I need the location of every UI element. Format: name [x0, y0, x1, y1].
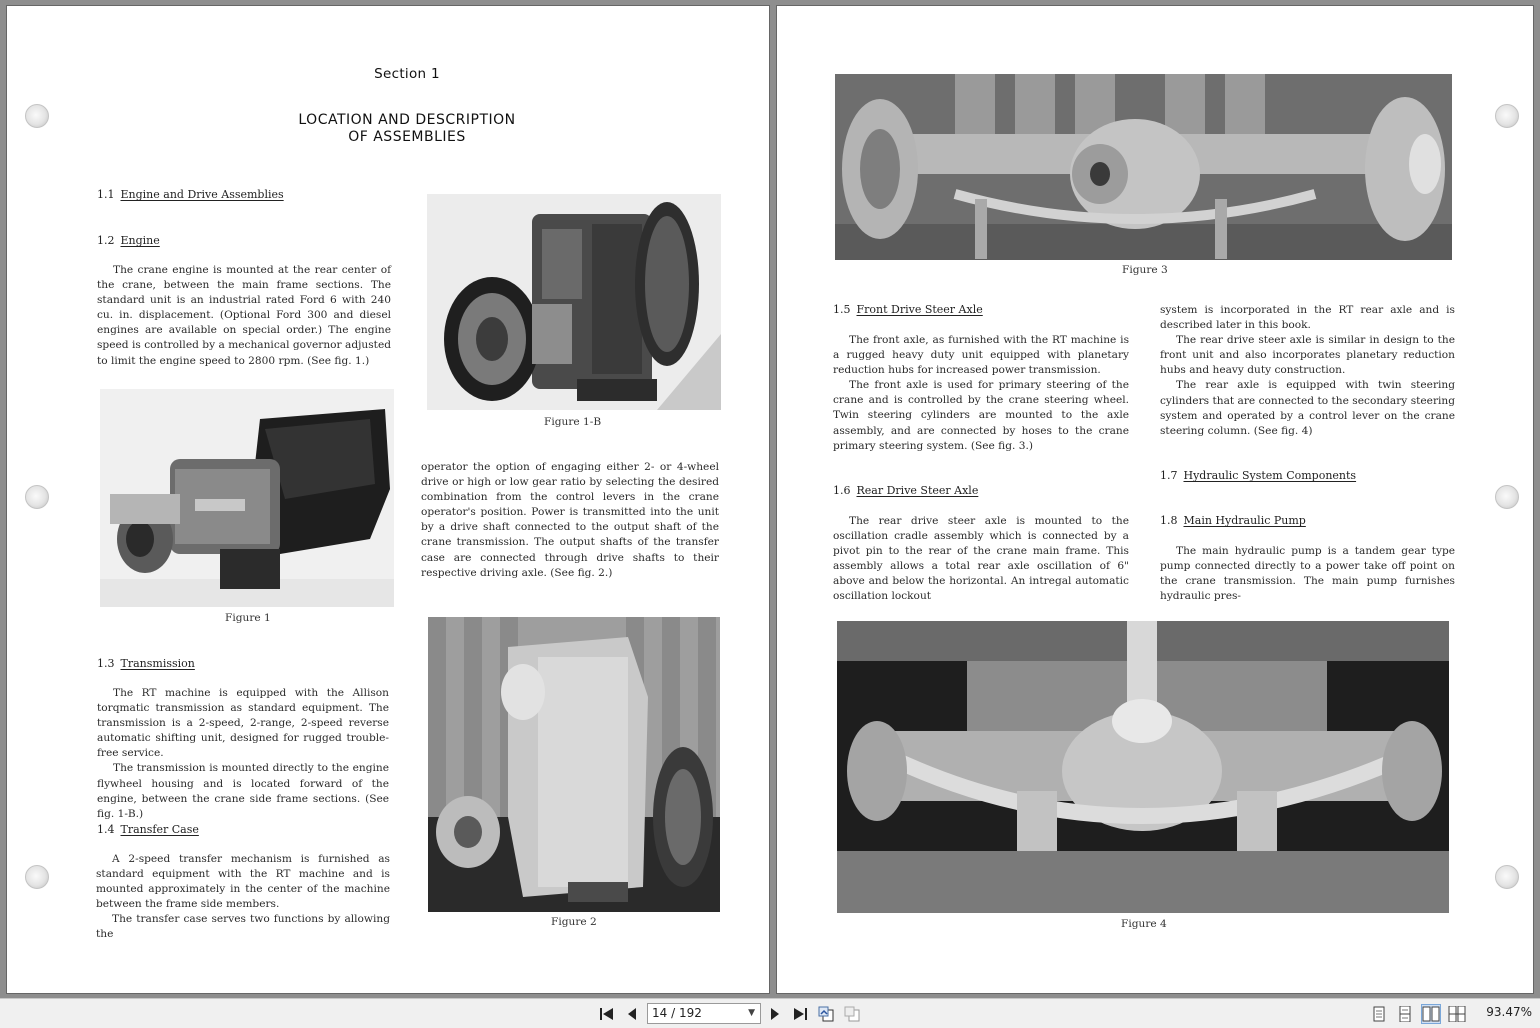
- next-page-button[interactable]: [765, 1004, 785, 1024]
- paragraph: The rear drive steer axle is mounted to the oscillation cradle assembly which is connected by a pivot pin to the rear of the crane main frame. This assembly allows a total rear axle oscillation of 6" above and below the horizontal. An intregal automatic oscillation lockout: [833, 515, 1129, 603]
- paragraph: The transfer case serves two functions by allowing the: [96, 913, 390, 941]
- last-page-button[interactable]: [790, 1004, 810, 1024]
- figure-3-photo: [835, 74, 1452, 260]
- viewer-toolbar: [0, 998, 1540, 1028]
- heading-1-2: [97, 234, 160, 247]
- heading-1-1: [97, 188, 284, 201]
- heading-text: Transfer Case: [120, 823, 199, 836]
- punch-hole: [1495, 485, 1519, 509]
- paragraph: The rear axle is equipped with twin steering cylinders that are connected to the secondary steering system and operated by a control lever on the crane steering column. (See fig. 4): [1160, 379, 1455, 437]
- first-page-button[interactable]: [597, 1004, 617, 1024]
- continuous-page-icon: [1398, 1006, 1412, 1022]
- single-page-view-button[interactable]: [1369, 1004, 1389, 1024]
- front-axle-paragraph: [833, 333, 1129, 454]
- paragraph: The transmission is mounted directly to the engine flywheel housing and is located forward of the engine, between the crane side frame sections. (See fig. 1-B.): [97, 762, 389, 820]
- rear-axle-continued-paragraph: [1160, 303, 1455, 439]
- figure-3-caption: Figure 3: [1122, 264, 1168, 276]
- heading-text: Engine and Drive Assemblies: [120, 188, 284, 201]
- figure-2-caption: Figure 2: [551, 916, 597, 928]
- figure-1-caption: Figure 1: [225, 612, 271, 624]
- facing-pages-icon: [1422, 1006, 1440, 1022]
- transfer-paragraph: [96, 852, 390, 943]
- go-forward-icon: [843, 1005, 861, 1023]
- heading-1-6: [833, 484, 978, 497]
- continuous-view-button[interactable]: [1395, 1004, 1415, 1024]
- rear-axle-paragraph: [833, 514, 1129, 605]
- engine-paragraph: [97, 263, 391, 369]
- heading-1-7: [1160, 469, 1356, 482]
- figure-4-caption: Figure 4: [1121, 918, 1167, 930]
- heading-number: 1.3: [97, 657, 115, 670]
- heading-number: 1.5: [833, 303, 851, 316]
- figure-4-photo: [837, 621, 1449, 913]
- zoom-level[interactable]: 93.47%: [1486, 1005, 1532, 1019]
- heading-text: Transmission: [120, 657, 195, 670]
- heading-text: Rear Drive Steer Axle: [856, 484, 979, 497]
- previous-page-icon: [626, 1007, 638, 1021]
- paragraph: operator the option of engaging either 2- or 4-wheel drive or high or low gear ratio by selecting the desired combination from the control levers in the crane operator's position. Power is transmitted into the unit by a drive shaft connected to the output shaft of the crane transmission. The output shafts of the transfer case are connected through drive shafts to their respective driving axle. (See fig. 2.): [421, 461, 719, 579]
- page-indicator: 14 / 192: [652, 1006, 702, 1020]
- heading-1-5: [833, 303, 983, 316]
- last-page-icon: [792, 1007, 808, 1021]
- page-title-line-2: OF ASSEMBLIES: [348, 129, 466, 145]
- page-title-line-1: LOCATION AND DESCRIPTION: [298, 112, 516, 128]
- heading-number: 1.6: [833, 484, 851, 497]
- heading-1-3: [97, 657, 195, 670]
- heading-number: 1.8: [1160, 514, 1178, 527]
- punch-hole: [1495, 104, 1519, 128]
- next-page-icon: [769, 1007, 781, 1021]
- chevron-down-icon: ▼: [748, 1008, 755, 1018]
- transfer-continued-paragraph: [421, 460, 719, 581]
- heading-number: 1.4: [97, 823, 115, 836]
- figure-1-photo: [100, 389, 394, 607]
- hydraulic-pump-paragraph: [1160, 544, 1455, 604]
- heading-number: 1.2: [97, 234, 115, 247]
- heading-text: Main Hydraulic Pump: [1183, 514, 1306, 527]
- facing-pages-view-button[interactable]: [1421, 1004, 1441, 1024]
- continuous-facing-icon: [1448, 1006, 1466, 1022]
- punch-hole: [25, 865, 49, 889]
- transmission-paragraph: [97, 686, 389, 822]
- left-page: [6, 5, 770, 994]
- paragraph: The main hydraulic pump is a tandem gear type pump connected directly to a power take off point on the crane transmission. The main pump furnishes hydraulic pres-: [1160, 545, 1455, 603]
- section-label: Section 1: [374, 66, 440, 82]
- heading-number: 1.7: [1160, 469, 1178, 482]
- paragraph: The crane engine is mounted at the rear center of the crane, between the main frame sections. The standard unit is an industrial rated Ford 6 with 240 cu. in. displacement. (Optional Ford 300 and diesel engines are available on special order.) The engine speed is controlled by a mechanical governor adjusted to limit the engine speed to 2800 rpm. (See fig. 1.): [97, 264, 391, 367]
- go-back-button[interactable]: [816, 1004, 836, 1024]
- paragraph: system is incorporated in the RT rear axle and is described later in this book.: [1160, 304, 1455, 332]
- heading-1-8: [1160, 514, 1306, 527]
- heading-1-4: [97, 823, 199, 836]
- heading-text: Engine: [120, 234, 160, 247]
- paragraph: The rear drive steer axle is similar in design to the front unit and also incorporates planetary reduction hubs and heavy duty construction.: [1160, 334, 1455, 377]
- page-number-select[interactable]: [647, 1003, 761, 1024]
- figure-2-photo: [428, 617, 720, 912]
- punch-hole: [1495, 865, 1519, 889]
- heading-number: 1.1: [97, 188, 115, 201]
- heading-text: Front Drive Steer Axle: [856, 303, 983, 316]
- punch-hole: [25, 485, 49, 509]
- go-forward-button[interactable]: [842, 1004, 862, 1024]
- previous-page-button[interactable]: [622, 1004, 642, 1024]
- single-page-icon: [1372, 1006, 1386, 1022]
- paragraph: The front axle, as furnished with the RT machine is a rugged heavy duty unit equipped with planetary reduction hubs for increased power transmission.: [833, 334, 1129, 377]
- heading-text: Hydraulic System Components: [1183, 469, 1357, 482]
- right-page: [776, 5, 1534, 994]
- paragraph: The RT machine is equipped with the Allison torqmatic transmission as standard equipment. The transmission is a 2-speed, 2-range, 2-speed reverse automatic shifting unit, designed for rugged trouble-free service.: [97, 687, 389, 760]
- figure-1b-caption: Figure 1-B: [544, 416, 602, 428]
- paragraph: The front axle is used for primary steering of the crane and is controlled by the crane steering wheel. Twin steering cylinders are mounted to the axle assembly, and are connected by hoses to the crane primary steering system. (See fig. 3.): [833, 379, 1129, 452]
- go-back-icon: [817, 1005, 835, 1023]
- paragraph: A 2-speed transfer mechanism is furnished as standard equipment with the RT machine and is mounted approximately in the center of the machine between the frame side members.: [96, 853, 390, 911]
- first-page-icon: [599, 1007, 615, 1021]
- continuous-facing-view-button[interactable]: [1447, 1004, 1467, 1024]
- figure-1b-photo: [427, 194, 721, 410]
